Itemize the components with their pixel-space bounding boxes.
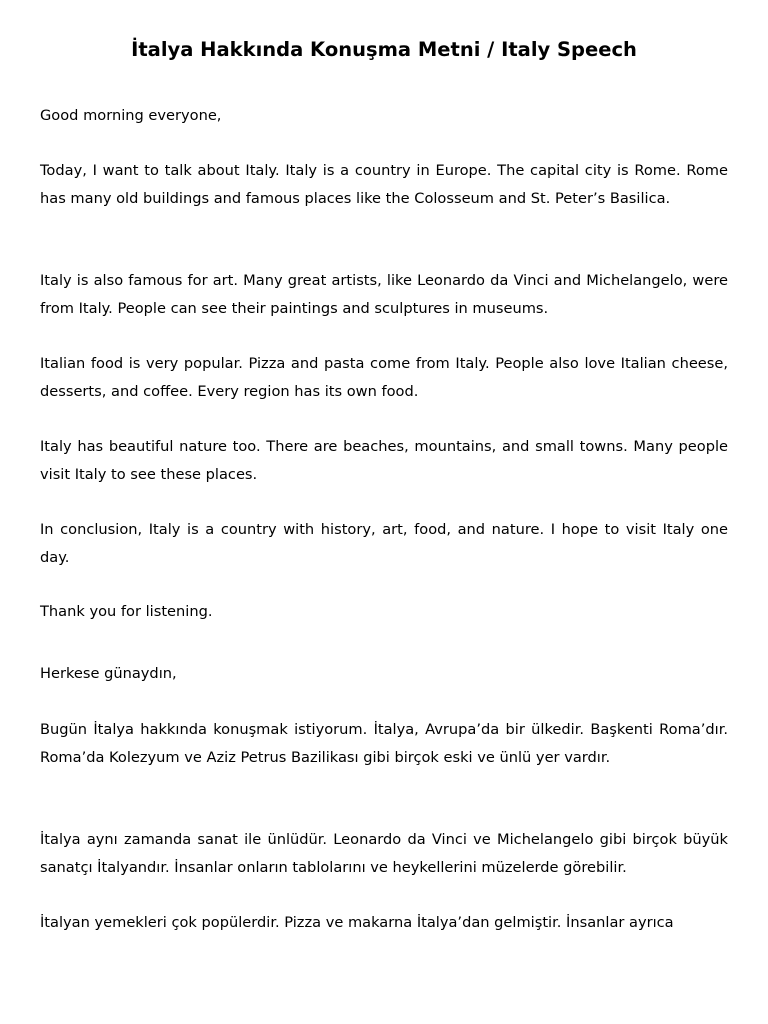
english-closing: Thank you for listening. (40, 603, 213, 620)
turkish-paragraph-art: İtalya aynı zamanda sanat ile ünlüdür. Leonardo da Vinci ve Michelangelo gibi birçok büyük sanatçı İtalyandır. İnsanlar onların tablolarını ve heykellerini müzelerde görebilir. (40, 831, 728, 876)
turkish-paragraph-capital: Bugün İtalya hakkında konuşmak istiyorum. İtalya, Avrupa’da bir ülkedir. Başkenti Roma’dır. Roma’da Kolezyum ve Aziz Petrus Bazilikası gibi birçok eski ve ünlü yer vardır. (40, 721, 728, 766)
english-greeting: Good morning everyone, (40, 107, 222, 124)
turkish-paragraph-food: İtalyan yemekleri çok popülerdir. Pizza ve makarna İtalya’dan gelmiştir. İnsanlar ayrıca (40, 914, 674, 931)
document-title: İtalya Hakkında Konuşma Metni / Italy Speech (131, 38, 637, 61)
english-paragraph-nature: Italy has beautiful nature too. There are beaches, mountains, and small towns. Many people visit Italy to see these places. (40, 438, 728, 483)
turkish-greeting: Herkese günaydın, (40, 665, 177, 682)
english-paragraph-conclusion: In conclusion, Italy is a country with history, art, food, and nature. I hope to visit Italy one day. (40, 521, 728, 566)
english-paragraph-art: Italy is also famous for art. Many great artists, like Leonardo da Vinci and Michelangelo, were from Italy. People can see their paintings and sculptures in museums. (40, 272, 728, 317)
english-paragraph-capital: Today, I want to talk about Italy. Italy is a country in Europe. The capital city is Rome. Rome has many old buildings and famous places like the Colosseum and St. Peter’s Basilica. (40, 162, 728, 207)
english-paragraph-food: Italian food is very popular. Pizza and pasta come from Italy. People also love Italian cheese, desserts, and coffee. Every region has its own food. (40, 355, 728, 400)
